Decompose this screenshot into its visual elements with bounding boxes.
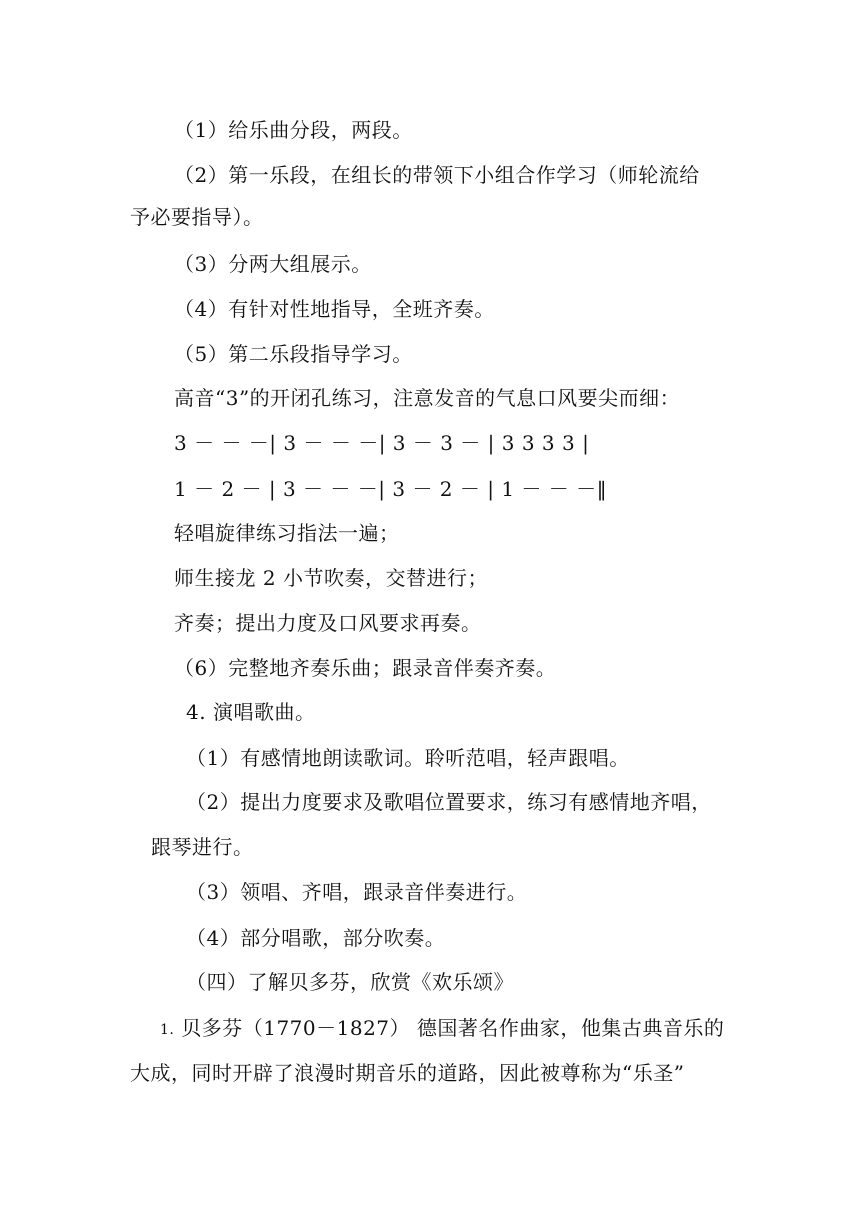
beethoven-intro-continuation: 大成，同时开辟了浪漫时期音乐的道路，因此被尊称为“乐圣”: [130, 1061, 685, 1085]
list-marker: 1.: [160, 1022, 175, 1038]
step-1-text: （1）给乐曲分段，两段。: [174, 118, 413, 142]
step-5-text: （5）第二乐段指导学习。: [174, 342, 413, 366]
singing-step-3-text: （3）领唱、齐唱，跟录音伴奏进行。: [186, 880, 528, 904]
singing-step-4-text: （4）部分唱歌，部分吹奏。: [186, 926, 446, 950]
high-note-exercise-text: 高音“3”的开闭孔练习，注意发音的气息口风要尖而细：: [174, 386, 681, 410]
notation-line-1: 3 － － －| 3 － － －| 3 － 3 － | 3 3 3 3 |: [174, 431, 590, 455]
singing-step-2-text: （2）提出力度要求及歌唱位置要求，练习有感情地齐唱，: [186, 790, 712, 814]
beethoven-section-heading: （四）了解贝多芬，欣赏《欢乐颂》: [186, 970, 514, 994]
teacher-student-relay-text: 师生接龙 2 小节吹奏，交替进行；: [174, 566, 488, 590]
singing-step-1-text: （1）有感情地朗读歌词。聆听范唱，轻声跟唱。: [186, 746, 630, 770]
singing-step-2-continuation: 跟琴进行。: [151, 835, 254, 859]
beethoven-intro-line: [160, 1015, 724, 1043]
step-4-text: （4）有针对性地指导，全班齐奏。: [174, 297, 495, 321]
notation-line-2: 1 － 2 － | 3 － － －| 3 － 2 － | 1 － － －‖: [174, 477, 608, 501]
step-2-continuation: 予必要指导）。: [130, 205, 264, 229]
beethoven-intro-text: 贝多芬（1770－1827） 德国著名作曲家，他集古典音乐的: [181, 1016, 725, 1040]
section-4-heading: 4. 演唱歌曲。: [186, 700, 316, 724]
step-2-text: （2）第一乐段，在组长的带领下小组合作学习（师轮流给: [174, 163, 700, 187]
ensemble-playing-text: 齐奏；提出力度及口风要求再奏。: [174, 611, 482, 635]
practice-fingering-text: 轻唱旋律练习指法一遍；: [174, 521, 400, 545]
step-6-text: （6）完整地齐奏乐曲；跟录音伴奏齐奏。: [174, 656, 557, 680]
step-3-text: （3）分两大组展示。: [174, 252, 372, 276]
